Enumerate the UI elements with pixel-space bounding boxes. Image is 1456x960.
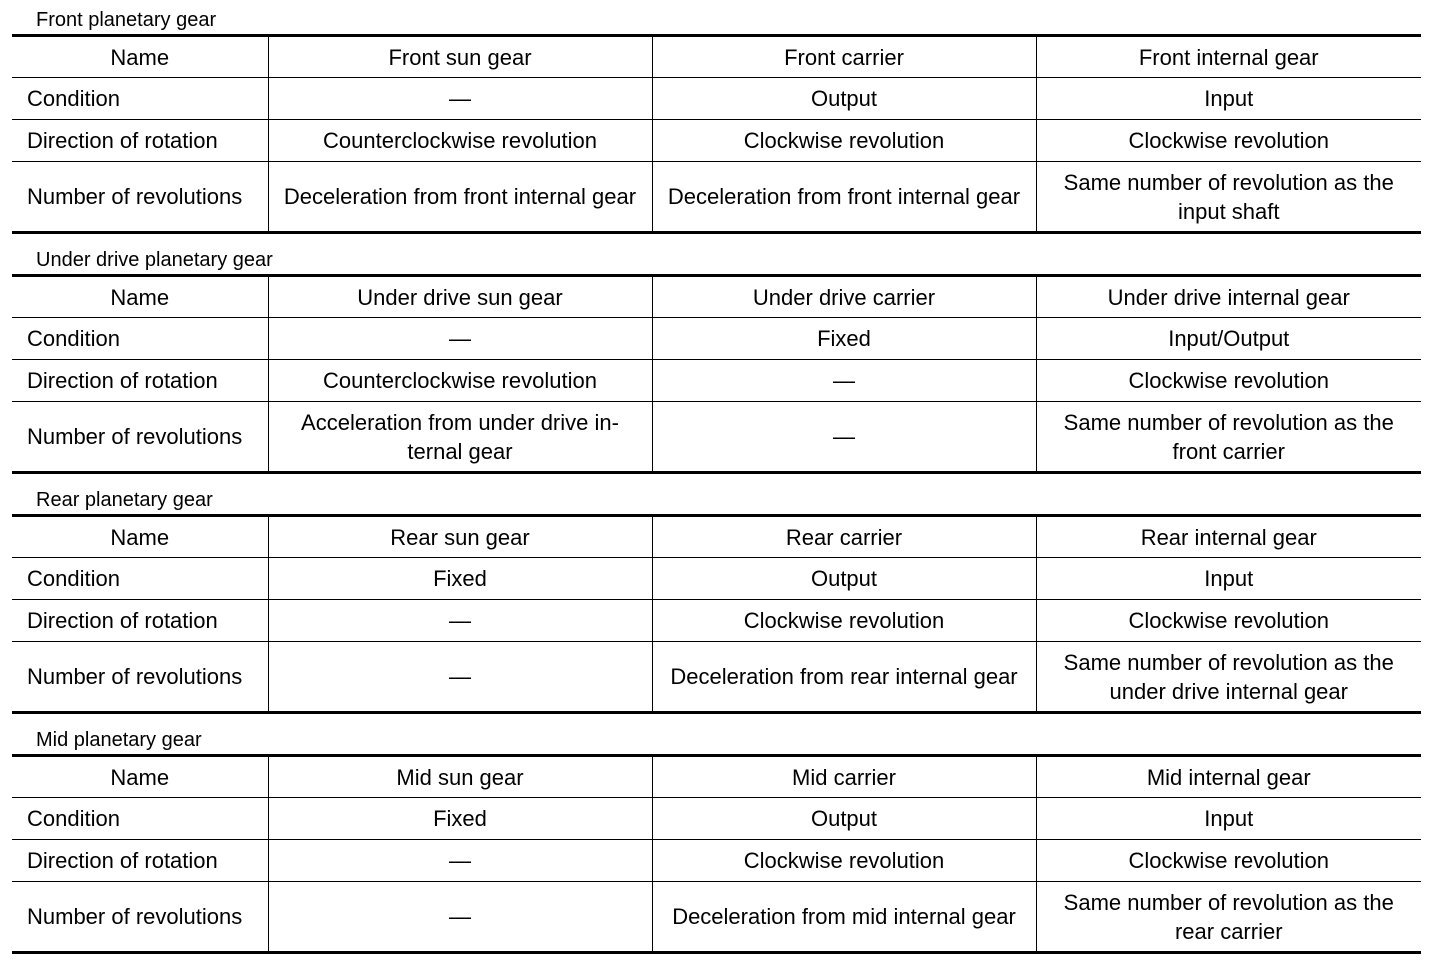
cell-sun-gear-condition: Fixed [268,558,652,600]
cell-internal-gear-direction: Clockwise revolution [1036,600,1421,642]
row-header-name: Name [12,756,268,798]
row-header-revolutions: Number of revolutions [12,642,268,713]
row-header-condition: Condition [12,78,268,120]
section-title: Mid planetary gear [36,729,202,751]
cell-carrier-revolutions: Deceleration from mid internal gear [652,882,1036,953]
cell-sun-gear-condition: — [268,318,652,360]
section-title: Front planetary gear [36,9,217,31]
cell-sun-gear-direction: — [268,840,652,882]
table-row-condition [12,798,1421,840]
cell-carrier-revolutions: Deceleration from rear internal gear [652,642,1036,713]
cell-internal-gear-direction: Clockwise revolution [1036,120,1421,162]
cell-internal-gear-name: Under drive internal gear [1036,276,1421,318]
cell-internal-gear-condition: Input/Output [1036,318,1421,360]
row-header-condition: Condition [12,558,268,600]
cell-sun-gear-name: Mid sun gear [268,756,652,798]
cell-carrier-direction: Clockwise revolution [652,600,1036,642]
cell-internal-gear-name: Front internal gear [1036,36,1421,78]
cell-carrier-name: Under drive carrier [652,276,1036,318]
section-title: Under drive planetary gear [36,249,273,271]
cell-sun-gear-condition: Fixed [268,798,652,840]
front-planetary-gear-section [12,0,1421,240]
row-header-name: Name [12,36,268,78]
cell-internal-gear-direction: Clockwise revolution [1036,840,1421,882]
cell-internal-gear-revolutions: Same number of revolution as the input shaft [1036,162,1421,233]
gear-table [12,34,1421,234]
cell-sun-gear-name: Rear sun gear [268,516,652,558]
cell-internal-gear-direction: Clockwise revolution [1036,360,1421,402]
table-row-name [12,276,1421,318]
row-header-name: Name [12,276,268,318]
cell-sun-gear-name: Under drive sun gear [268,276,652,318]
row-header-direction: Direction of rotation [12,120,268,162]
cell-sun-gear-revolutions: — [268,882,652,953]
section-title: Rear planetary gear [36,489,213,511]
gear-table [12,514,1421,714]
cell-carrier-condition: Output [652,78,1036,120]
table-row-revolutions [12,642,1421,713]
cell-carrier-revolutions: — [652,402,1036,473]
cell-carrier-name: Mid carrier [652,756,1036,798]
cell-internal-gear-revolutions: Same number of revolution as the rear carrier [1036,882,1421,953]
cell-carrier-condition: Output [652,798,1036,840]
row-header-direction: Direction of rotation [12,840,268,882]
table-row-direction [12,360,1421,402]
gear-table [12,754,1421,954]
row-header-name: Name [12,516,268,558]
table-row-name [12,36,1421,78]
cell-sun-gear-revolutions: Deceleration from front internal gear [268,162,652,233]
row-header-condition: Condition [12,798,268,840]
cell-sun-gear-direction: Counterclockwise revolution [268,360,652,402]
row-header-direction: Direction of rotation [12,360,268,402]
under-drive-planetary-gear-section [12,240,1421,480]
rear-planetary-gear-section [12,480,1421,720]
cell-carrier-direction: Clockwise revolution [652,120,1036,162]
cell-carrier-name: Rear carrier [652,516,1036,558]
row-header-revolutions: Number of revolutions [12,882,268,953]
row-header-revolutions: Number of revolutions [12,402,268,473]
cell-carrier-name: Front carrier [652,36,1036,78]
row-header-direction: Direction of rotation [12,600,268,642]
cell-sun-gear-condition: — [268,78,652,120]
table-row-direction [12,840,1421,882]
cell-internal-gear-condition: Input [1036,798,1421,840]
cell-sun-gear-revolutions: Acceleration from under drive in-ternal gear [268,402,652,473]
cell-sun-gear-direction: Counterclockwise revolution [268,120,652,162]
cell-internal-gear-revolutions: Same number of revolution as the under drive internal gear [1036,642,1421,713]
cell-internal-gear-condition: Input [1036,78,1421,120]
table-row-direction [12,600,1421,642]
table-row-name [12,756,1421,798]
cell-carrier-condition: Output [652,558,1036,600]
gear-table [12,274,1421,474]
cell-internal-gear-revolutions: Same number of revolution as the front carrier [1036,402,1421,473]
cell-internal-gear-name: Rear internal gear [1036,516,1421,558]
cell-carrier-revolutions: Deceleration from front internal gear [652,162,1036,233]
row-header-revolutions: Number of revolutions [12,162,268,233]
row-header-condition: Condition [12,318,268,360]
cell-sun-gear-revolutions: — [268,642,652,713]
table-row-condition [12,558,1421,600]
table-row-direction [12,120,1421,162]
mid-planetary-gear-section [12,720,1421,960]
table-row-condition [12,78,1421,120]
cell-internal-gear-condition: Input [1036,558,1421,600]
table-row-name [12,516,1421,558]
cell-sun-gear-direction: — [268,600,652,642]
cell-carrier-direction: — [652,360,1036,402]
cell-sun-gear-name: Front sun gear [268,36,652,78]
table-row-revolutions [12,882,1421,953]
cell-carrier-direction: Clockwise revolution [652,840,1036,882]
table-row-revolutions [12,162,1421,233]
table-row-revolutions [12,402,1421,473]
cell-carrier-condition: Fixed [652,318,1036,360]
cell-internal-gear-name: Mid internal gear [1036,756,1421,798]
table-row-condition [12,318,1421,360]
